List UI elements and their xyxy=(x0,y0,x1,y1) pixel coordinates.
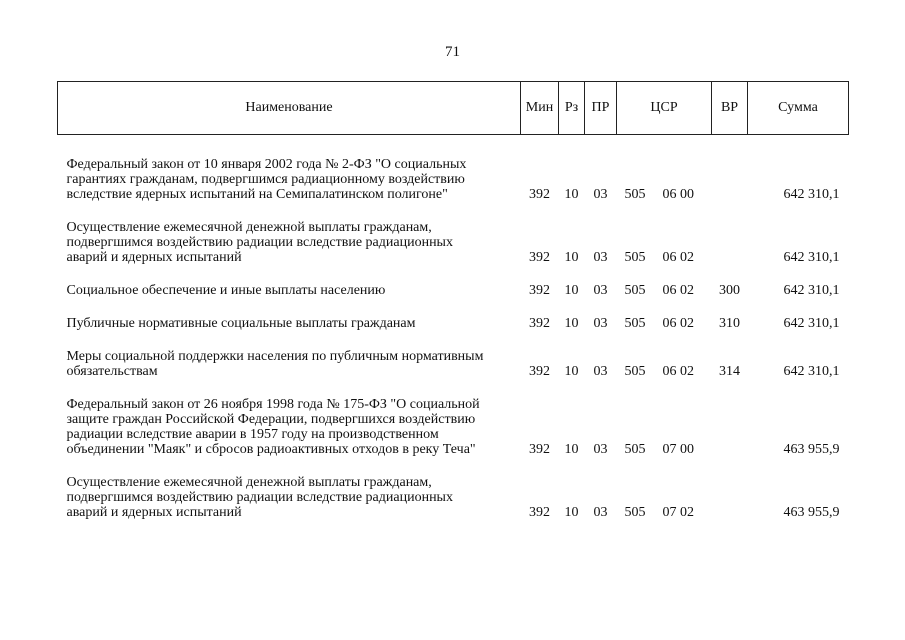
row-csr-item: 07 02 xyxy=(662,505,694,520)
row-rz: 10 xyxy=(564,250,579,265)
row-name-line: аварий и ядерных испытаний xyxy=(66,505,242,520)
row-spacer-cell xyxy=(58,202,849,220)
row-min: 392 xyxy=(529,187,550,202)
row-csr-program: 505 xyxy=(624,187,646,202)
row-rz: 10 xyxy=(564,364,579,379)
header-csr: ЦСР xyxy=(617,82,712,135)
row-name-line: объединении "Маяк" и сбросов радиоактивных отходов в реку Теча" xyxy=(66,442,476,457)
row-spacer xyxy=(58,379,849,397)
row-csr-program: 505 xyxy=(624,442,646,457)
row-pr: 03 xyxy=(593,250,608,265)
row-sum: 642 310,1 xyxy=(783,187,840,202)
table-header xyxy=(58,82,849,135)
row-csr-program: 505 xyxy=(624,283,646,298)
row-csr-item: 06 02 xyxy=(662,316,694,331)
row-rz: 10 xyxy=(564,442,579,457)
row-spacer xyxy=(58,265,849,283)
row-vr xyxy=(712,157,748,202)
row-csr-item: 06 00 xyxy=(662,187,694,202)
row-name-line: гарантиях гражданам, подвергшимся радиационному воздействию xyxy=(66,172,465,187)
row-spacer xyxy=(58,135,849,158)
row-sum: 463 955,9 xyxy=(783,505,840,520)
row-vr xyxy=(712,397,748,457)
row-csr xyxy=(617,220,712,265)
row-name-line: Меры социальной поддержки населения по публичным нормативным xyxy=(66,349,484,364)
row-csr xyxy=(617,475,712,520)
row-spacer-cell xyxy=(58,298,849,316)
row-vr: 300 xyxy=(719,283,740,298)
row-vr: 314 xyxy=(719,364,740,379)
row-sum: 642 310,1 xyxy=(783,316,840,331)
row-rz: 10 xyxy=(564,505,579,520)
row-min: 392 xyxy=(529,316,550,331)
row-vr: 310 xyxy=(719,316,740,331)
row-name-line: Осуществление ежемесячной денежной выплаты гражданам, xyxy=(66,220,432,235)
row-name-line: аварий и ядерных испытаний xyxy=(66,250,242,265)
row-pr: 03 xyxy=(593,187,608,202)
row-spacer-cell xyxy=(58,135,849,158)
header-rz: Рз xyxy=(559,82,585,135)
row-spacer-cell xyxy=(58,379,849,397)
table-row xyxy=(58,157,849,202)
row-csr-program: 505 xyxy=(624,364,646,379)
row-name-line: Федеральный закон от 10 января 2002 года № 2-ФЗ "О социальных xyxy=(66,157,467,172)
row-sum: 642 310,1 xyxy=(783,250,840,265)
table-body xyxy=(58,135,849,521)
row-name-line: защите граждан Российской Федерации, подвергшихся воздействию xyxy=(66,412,476,427)
row-rz: 10 xyxy=(564,283,579,298)
row-pr: 03 xyxy=(593,283,608,298)
row-pr: 03 xyxy=(593,316,608,331)
row-min: 392 xyxy=(529,283,550,298)
row-name-line: Осуществление ежемесячной денежной выплаты гражданам, xyxy=(66,475,432,490)
row-name-line: Социальное обеспечение и иные выплаты населению xyxy=(66,283,386,298)
row-name xyxy=(58,475,521,520)
row-min: 392 xyxy=(529,442,550,457)
table-row xyxy=(58,283,849,298)
row-csr xyxy=(617,397,712,457)
row-name xyxy=(58,283,521,298)
row-spacer-cell xyxy=(58,331,849,349)
row-csr xyxy=(617,157,712,202)
row-csr-item: 07 00 xyxy=(662,442,694,457)
table-row xyxy=(58,475,849,520)
row-name xyxy=(58,397,521,457)
row-name-line: Публичные нормативные социальные выплаты гражданам xyxy=(66,316,416,331)
table-row xyxy=(58,220,849,265)
budget-table xyxy=(57,81,849,520)
row-csr-item: 06 02 xyxy=(662,283,694,298)
row-csr xyxy=(617,349,712,379)
row-pr: 03 xyxy=(593,505,608,520)
row-name-line: подвергшимся воздействию радиации вследствие радиационных xyxy=(66,490,453,505)
row-name xyxy=(58,316,521,331)
row-vr xyxy=(712,220,748,265)
row-vr xyxy=(712,475,748,520)
row-min: 392 xyxy=(529,250,550,265)
header-min: Мин xyxy=(521,82,559,135)
row-sum: 463 955,9 xyxy=(783,442,840,457)
table-row xyxy=(58,316,849,331)
row-name-line: обязательствам xyxy=(66,364,158,379)
page-number: 71 xyxy=(445,44,460,60)
row-rz: 10 xyxy=(564,187,579,202)
row-pr: 03 xyxy=(593,364,608,379)
row-spacer-cell xyxy=(58,457,849,475)
row-csr-item: 06 02 xyxy=(662,250,694,265)
row-spacer xyxy=(58,331,849,349)
row-name xyxy=(58,157,521,202)
row-name-line: Федеральный закон от 26 ноября 1998 года № 175-ФЗ "О социальной xyxy=(66,397,480,412)
row-name xyxy=(58,349,521,379)
row-name-line: подвергшимся воздействию радиации вследствие радиационных xyxy=(66,235,453,250)
row-csr-program: 505 xyxy=(624,316,646,331)
row-name-line: вследствие ядерных испытаний на Семипалатинском полигоне" xyxy=(66,187,448,202)
table-row xyxy=(58,397,849,457)
row-sum: 642 310,1 xyxy=(783,364,840,379)
row-sum: 642 310,1 xyxy=(783,283,840,298)
row-csr-program: 505 xyxy=(624,250,646,265)
row-spacer xyxy=(58,457,849,475)
header-pr: ПР xyxy=(585,82,617,135)
row-pr: 03 xyxy=(593,442,608,457)
row-csr-item: 06 02 xyxy=(662,364,694,379)
header-name: Наименование xyxy=(58,82,521,135)
row-rz: 10 xyxy=(564,316,579,331)
row-csr-program: 505 xyxy=(624,505,646,520)
row-name xyxy=(58,220,521,265)
row-spacer xyxy=(58,298,849,316)
row-csr xyxy=(617,283,712,298)
table-row xyxy=(58,349,849,379)
row-spacer-cell xyxy=(58,265,849,283)
row-name-line: радиации вследствие аварии в 1957 году на производственном xyxy=(66,427,439,442)
header-sum: Сумма xyxy=(748,82,849,135)
header-row xyxy=(58,82,849,135)
row-min: 392 xyxy=(529,505,550,520)
header-vr: ВР xyxy=(712,82,748,135)
row-csr xyxy=(617,316,712,331)
row-min: 392 xyxy=(529,364,550,379)
row-spacer xyxy=(58,202,849,220)
